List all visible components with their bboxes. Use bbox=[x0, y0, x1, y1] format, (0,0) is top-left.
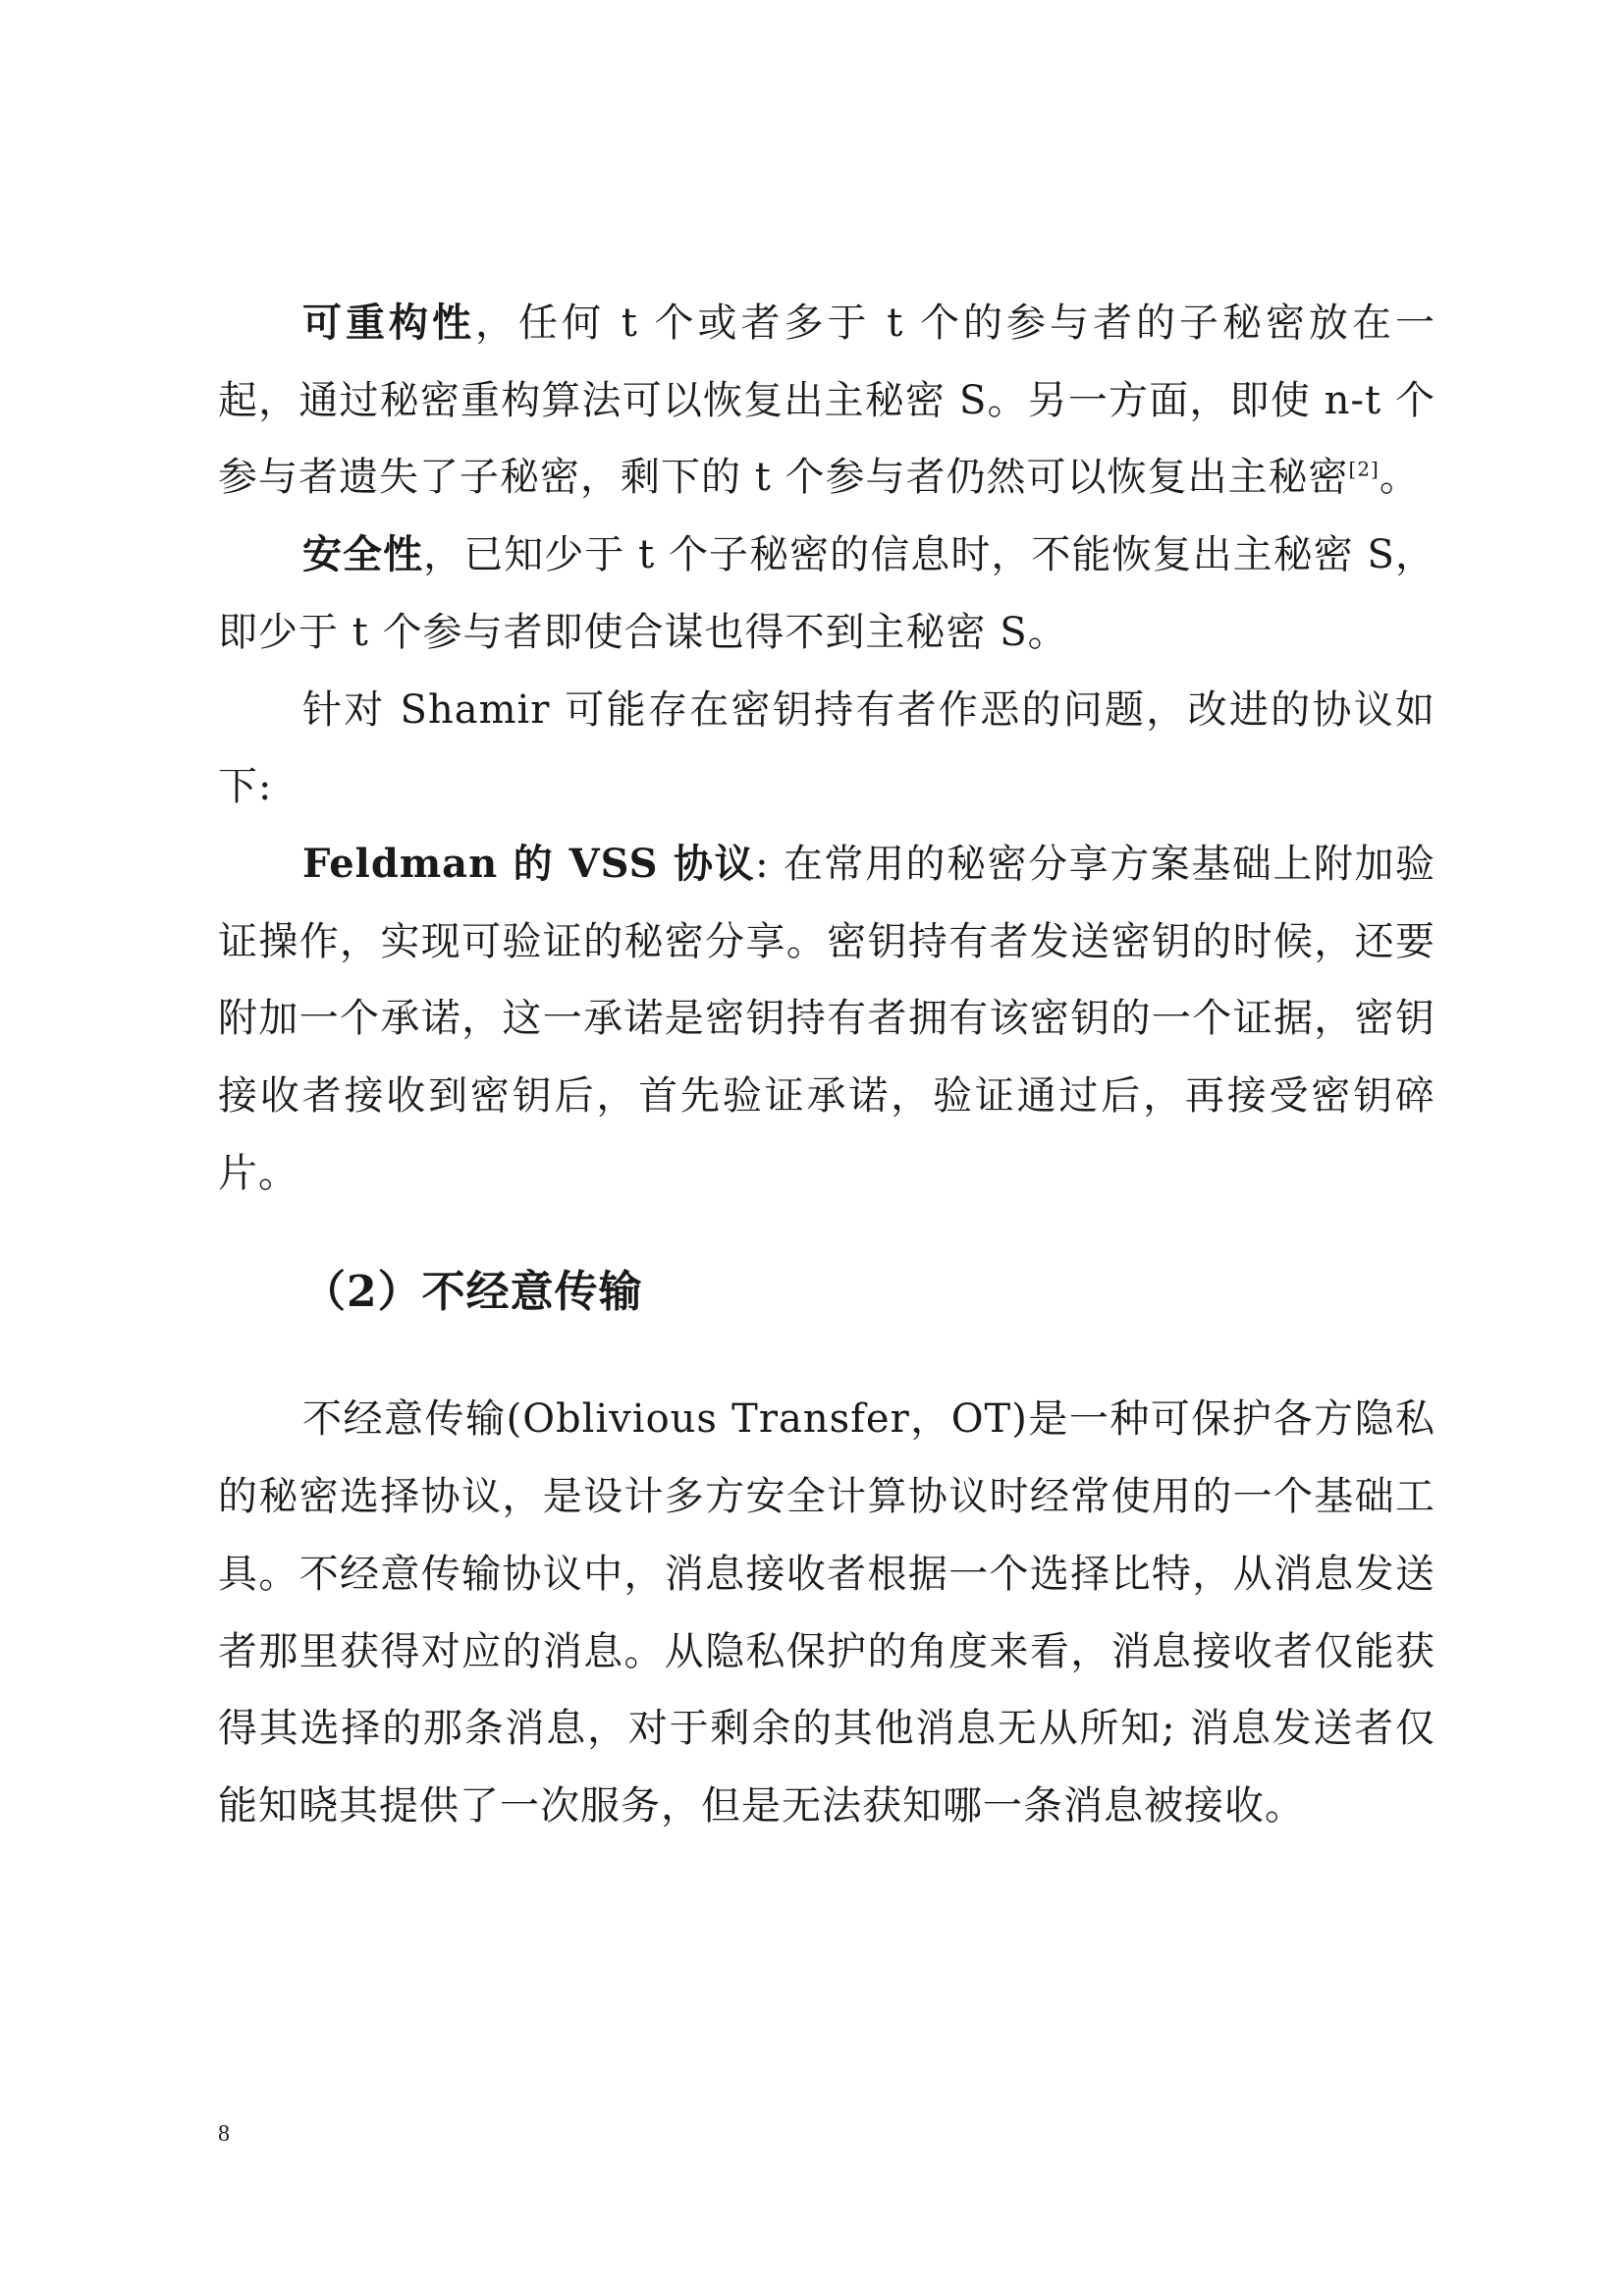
page-body bbox=[218, 285, 1435, 1845]
paragraph-text: ，已知少于 t 个子秘密的信息时，不能恢复出主秘密 S，即少于 t 个参与者即使合谋也得不到主秘密 S。 bbox=[218, 532, 1436, 655]
term-reconstructability: 可重构性 bbox=[302, 300, 475, 346]
paragraph-text: 不经意传输(Oblivious Transfer，OT)是一种可保护各方隐私的秘密选择协议，是设计多方安全计算协议时经常使用的一个基础工具。不经意传输协议中，消息接收者根据一个选择比特，从消息发送者那里获得对应的消息。从隐私保护的角度来看，消息接收者仅能获得其选择的那条消息，对于剩余的其他消息无从所知; 消息发送者仅能知晓其提供了一次服务，但是无法获知哪一条消息被接收。 bbox=[218, 1396, 1435, 1829]
citation-reference: [2] bbox=[1348, 458, 1380, 482]
paragraph-oblivious-transfer bbox=[218, 1381, 1435, 1844]
paragraph-reconstructability bbox=[218, 285, 1435, 517]
section-heading-oblivious-transfer: （2）不经意传输 bbox=[302, 1267, 643, 1318]
paragraph-shamir-improvement bbox=[218, 672, 1435, 826]
term-feldman-vss: Feldman 的 VSS 协议 bbox=[302, 840, 756, 887]
paragraph-text: ，任何 t 个或者多于 t 个的参与者的子秘密放在一起，通过秘密重构算法可以恢复出主秘密 S。另一方面，即使 n-t 个参与者遗失了子秘密，剩下的 t 个参与者仍然可以恢复出主秘密 bbox=[218, 301, 1435, 501]
paragraph-text: 针对 Shamir 可能存在密钥持有者作恶的问题，改进的协议如下: bbox=[218, 686, 1435, 810]
paragraph-feldman-vss bbox=[218, 826, 1435, 1213]
term-security: 安全性 bbox=[302, 531, 424, 578]
page-number: 8 bbox=[218, 2121, 230, 2147]
paragraph-end: 。 bbox=[1379, 455, 1420, 501]
paragraph-security bbox=[218, 517, 1435, 671]
paragraph-text: : 在常用的秘密分享方案基础上附加验证操作，实现可验证的秘密分享。密钥持有者发送密钥的时候，还要附加一个承诺，这一承诺是密钥持有者拥有该密钥的一个证据，密钥接收者接收到密钥后，首先验证承诺，验证通过后，再接受密钥碎片。 bbox=[218, 841, 1435, 1196]
